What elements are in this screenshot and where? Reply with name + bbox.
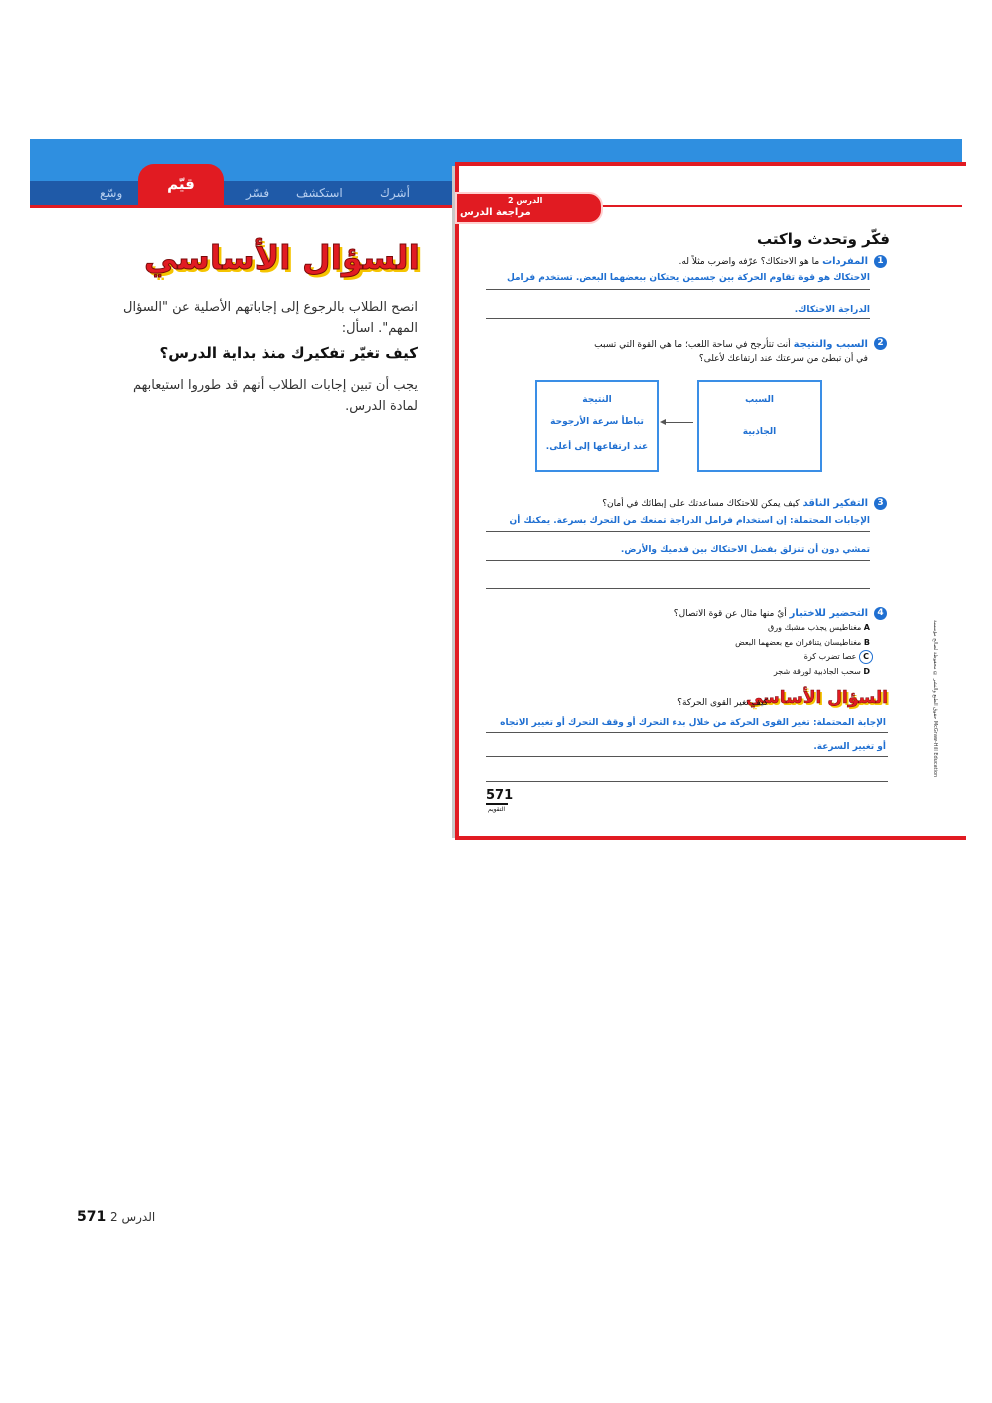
page-number: 571 [486, 788, 514, 803]
review-label: مراجعة الدرس [460, 207, 531, 218]
page-essential-question: كيف تغير القوى الحركة؟ [677, 698, 768, 708]
question-number: 4 [874, 607, 887, 620]
cause-value: الجاذبية [742, 427, 777, 437]
arrow-head-icon [660, 419, 666, 425]
question-text: كيف يمكن للاحتكاك مساعدتك على إبطائك في أمان؟ [602, 499, 800, 509]
nav-underline [30, 205, 456, 208]
answer-line: الدراجة الاحتكاك. [794, 305, 870, 315]
lesson-label: الدرس 2 [508, 196, 543, 205]
question-number: 1 [874, 255, 887, 268]
essential-question-title: السؤال الأساسي [144, 238, 420, 277]
answer-rule [486, 318, 870, 319]
tab-explore[interactable]: استكشف [296, 186, 343, 200]
answer-rule [486, 781, 888, 782]
effect-line: عند ارتفاعها إلى أعلى. [545, 442, 649, 452]
question-2 [594, 339, 868, 350]
option-a: A مغناطيس يجذب مشبك ورق [768, 623, 870, 632]
question-3 [602, 498, 868, 509]
review-header-line [599, 205, 962, 207]
answer-rule [486, 531, 870, 532]
answer-line: الاحتكاك هو قوة تقاوم الحركة بين جسمين يحتكان ببعضهما البعض. تستخدم فرامل [506, 273, 870, 283]
question-number: 3 [874, 497, 887, 510]
question-key: السبب والنتيجة [793, 339, 868, 350]
answer-rule [486, 732, 888, 733]
answer-rule [486, 289, 870, 290]
footer-page-number: 571 [77, 1209, 107, 1225]
question-4 [674, 608, 868, 619]
page-footer-label: التقويم [488, 806, 506, 813]
selected-answer-circle: C [859, 650, 873, 664]
option-d: D سحب الجاذبية لورقة شجر [773, 667, 870, 676]
answer-line: أو تغيير السرعة. [813, 742, 886, 752]
question-number: 2 [874, 337, 887, 350]
effect-header: النتيجة [582, 395, 612, 405]
question-key: التفكير الناقد [802, 498, 868, 509]
answer-line: الإجابة المحتملة: تغير القوى الحركة من خلال بدء التحرك أو وقف التحرك أو تغيير الاتجاه [500, 718, 886, 728]
question-text: أنت تتأرجح في ساحة اللعب؛ ما هي القوة التي تسبب [594, 340, 791, 350]
tab-explain[interactable]: فسّر [246, 186, 270, 200]
option-c-correct: C عصا تضرب كرة [804, 650, 873, 664]
answer-rule [486, 588, 870, 589]
cause-box [697, 380, 822, 472]
reflection-question: كيف تغيّر تفكيرك منذ بداية الدرس؟ [159, 344, 418, 362]
tab-elaborate[interactable]: وسّع [100, 186, 123, 200]
answer-rule [486, 560, 870, 561]
answer-line: تمشي دون أن تنزلق بفضل الاحتكاك بين قدميك والأرض. [620, 545, 870, 555]
question-key: التحضير للاختبار [789, 608, 868, 619]
answer-hint: يجب أن تبين إجابات الطلاب أنهم قد طوروا استيعابهم لمادة الدرس. [133, 378, 418, 414]
effect-line: تباطأ سرعة الأرجوحة [550, 417, 644, 427]
cause-header: السبب [745, 395, 774, 405]
question-text: أيٌ منها مثال عن قوة الاتصال؟ [673, 609, 787, 619]
page-number-rule [486, 803, 508, 805]
copyright-credit: حقوق الطبع والنشر © محفوظة لصالح مؤسسة McGraw-Hill Education [932, 620, 938, 778]
answer-line: الإجابات المحتملة: إن استخدام فرامل الدراجة تمنعك من التحرك بسرعة. يمكنك أن [509, 516, 870, 526]
cause-effect-arrow [663, 422, 693, 423]
page-essential-question-title: السؤال الأساسي [745, 688, 888, 708]
question-key: المفردات [822, 256, 868, 267]
question-text-line2: في أن تبطئ من سرعتك عند ارتفاعك لأعلى؟ [698, 354, 868, 364]
teacher-instruction: انصح الطلاب بالرجوع إلى إجاباتهم الأصلية عن "السؤال المهم". اسأل: [123, 300, 418, 336]
question-1 [679, 256, 868, 267]
question-text: ما هو الاحتكاك؟ عرّفه واضرب مثلاً له. [678, 257, 820, 267]
tab-engage[interactable]: أشرك [380, 186, 410, 200]
section-title: فكّر وتحدث واكتب [756, 230, 890, 248]
footer-lesson-label: الدرس 2 [110, 1210, 156, 1224]
answer-rule [486, 756, 888, 757]
option-b: B مغناطيسان يتنافران مع بعضهما البعض [735, 638, 870, 647]
tab-evaluate[interactable]: قيّم [138, 164, 224, 208]
